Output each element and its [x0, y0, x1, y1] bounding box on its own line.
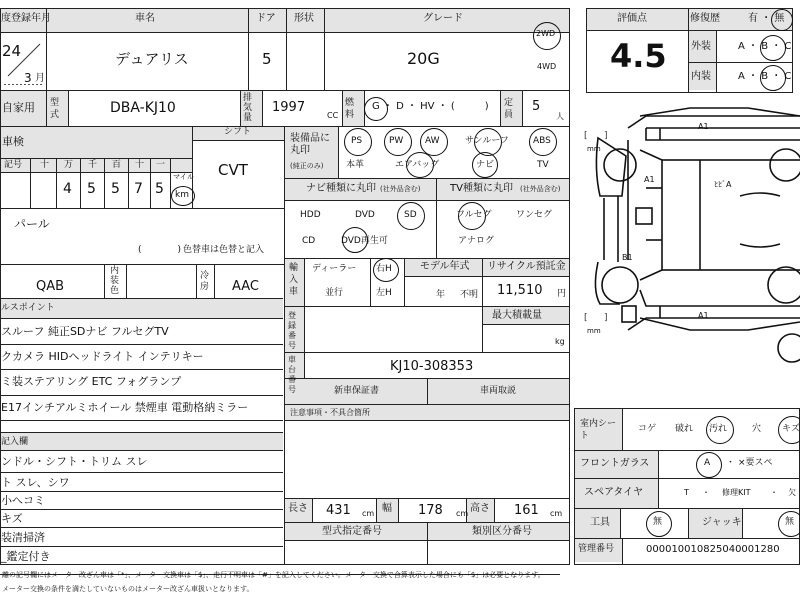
drive-2wd: 2WD — [536, 29, 556, 38]
svg-text:]: ] — [604, 313, 608, 323]
height-unit: cm — [550, 509, 563, 518]
seat-scratch: キズ — [782, 424, 800, 434]
equip-tv: TV — [537, 160, 549, 170]
tv-sub: (社外品含む) — [520, 185, 561, 193]
recycle-unit: 円 — [557, 289, 567, 299]
car-name-label: 車名 — [135, 13, 155, 24]
remark-line: _鑑定付き — [1, 550, 51, 563]
car-diagram — [595, 108, 800, 362]
grade-label: グレード — [423, 13, 463, 24]
import-right: 右H — [376, 264, 392, 274]
reg-month: 3 — [24, 71, 32, 85]
height-value: 161 — [514, 503, 539, 518]
nav-title: ナビ種類に丸印 — [306, 183, 376, 194]
mm-unit: mm — [587, 327, 601, 335]
manage-value: 000010010825040001280 — [646, 544, 780, 555]
recycle-label: リサイクル預託金 — [487, 261, 566, 272]
capacity-unit: 人 — [556, 112, 564, 121]
year-unit: 年 — [436, 290, 446, 300]
windshield-a: A — [704, 458, 711, 468]
svg-text:[: [ — [584, 131, 588, 141]
year-unknown: 不明 — [460, 290, 479, 300]
selling-point-line: E17インチアルミホイール 禁煙車 電動格納ミラー — [1, 401, 249, 414]
km-unit: km — [175, 190, 189, 200]
damage-mark: A1 — [644, 175, 655, 184]
capacity-label: 定員 — [504, 98, 514, 120]
car-name: デュアリス — [115, 50, 189, 68]
damage-mark: A1 — [698, 311, 709, 320]
interior-value: A ・ B ・ C — [738, 71, 792, 82]
import-parallel: 並行 — [325, 288, 344, 298]
model-value: DBA-KJ10 — [110, 100, 176, 116]
nav-dvd: DVD — [355, 210, 375, 220]
equip-abs: ABS — [533, 136, 551, 146]
damage-mark: ﾋﾋﾞA — [714, 180, 732, 189]
mile-unit: マイル — [173, 173, 194, 181]
tv-analog: アナログ — [458, 236, 495, 246]
footer-note-1: 離の記号欄にはメーター改ざん車は「*」、メーター交換車は「$」、走行不明車は「#」を記入してください。メーター交換で合算表示した場合にも「$」は必要となります。 — [2, 571, 545, 579]
jack-label: ジャッキ — [702, 517, 742, 528]
windshield-replace: ×要スペ — [738, 458, 773, 468]
loading-unit: kg — [555, 337, 565, 346]
equip-airbag: エアバッグ — [395, 160, 440, 170]
recycle-value: 11,510 — [497, 283, 543, 298]
score-value: 4.5 — [610, 37, 667, 75]
score-label: 評価点 — [617, 13, 647, 24]
reg-year: 24 — [2, 42, 22, 60]
ac-value: AAC — [232, 279, 259, 294]
reg-month-unit: 月 — [35, 73, 45, 84]
repair-label: 修復歴 — [690, 13, 720, 24]
category-label: 類別区分番号 — [472, 526, 532, 537]
remark-line: キズ — [1, 512, 23, 525]
repair-none-circle — [771, 9, 793, 31]
type-designation-label: 型式指定番号 — [322, 526, 382, 537]
reg-number-label: 登録番号 — [288, 311, 296, 350]
cc-unit: CC — [327, 111, 339, 120]
mile-h4: 十 — [135, 160, 145, 170]
length-label: 長さ — [288, 503, 308, 514]
seat-stain: 汚れ — [709, 424, 728, 434]
svg-text:[: [ — [584, 313, 588, 323]
mile-h2: 千 — [88, 160, 98, 170]
tv-fullseg: フルセグ — [456, 210, 492, 220]
import-dealer: ディーラー — [312, 264, 357, 274]
mile-digit: 4 — [63, 181, 72, 197]
equip-aw: AW — [425, 136, 440, 146]
equip-navi: ナビ — [476, 160, 495, 170]
mile-digit: 5 — [155, 181, 164, 197]
width-unit: cm — [456, 509, 469, 518]
interior-label: 内装 — [691, 71, 711, 82]
inspection-label: 車検 — [2, 135, 24, 148]
transmission-label: シフト — [224, 127, 252, 137]
displacement-label: 排気量 — [243, 93, 253, 123]
spare-missing: 欠 — [788, 488, 796, 497]
use-type: 自家用 — [2, 101, 35, 114]
selling-point-line: スルーフ 純正SDナビ フルセグTV — [1, 325, 169, 338]
seat-tear: 破れ — [675, 424, 694, 434]
spare-dot: ・ — [702, 488, 710, 497]
doors-value: 5 — [262, 50, 272, 68]
tv-oneseg: ワンセグ — [516, 210, 553, 220]
repair-value: 有 ・ 無 — [748, 13, 785, 24]
mm-unit: mm — [587, 145, 601, 153]
selling-point-line: クカメラ HIDヘッドライト インテリキー — [1, 350, 204, 363]
interior-b-circle — [760, 65, 786, 91]
displacement-value: 1997 — [272, 100, 306, 115]
loading-label: 最大積載量 — [492, 310, 542, 321]
chassis-value: KJ10-308353 — [390, 359, 474, 374]
tool-label: 工具 — [590, 517, 610, 528]
height-label: 高さ — [470, 503, 490, 514]
width-label: 幅 — [382, 503, 392, 514]
equip-leather: 本革 — [346, 160, 365, 170]
remarks-label: 記入欄 — [1, 437, 29, 447]
windshield-label: フロントガラス — [580, 458, 650, 469]
tv-title: TV種類に丸印 — [450, 183, 513, 194]
svg-text:]: ] — [604, 131, 608, 141]
chassis-label: 車台番号 — [288, 355, 296, 394]
spare-kit: 修理KIT — [722, 488, 751, 497]
tool-value: 無 — [653, 517, 663, 527]
nav-sd: SD — [404, 210, 417, 220]
remark-line: ト スレ、シワ — [1, 476, 70, 489]
spare-label: スペアタイヤ — [584, 487, 644, 498]
length-value: 431 — [326, 503, 351, 518]
remark-line: 小へコミ — [1, 494, 45, 507]
model-year-label: モデル年式 — [420, 261, 470, 272]
interior-color-label: 内装色 — [110, 266, 120, 296]
length-unit: cm — [362, 509, 375, 518]
mile-h3: 百 — [112, 160, 122, 170]
mile-h1: 万 — [64, 160, 74, 170]
mile-h5: 一 — [156, 160, 166, 170]
manage-label: 管理番号 — [578, 544, 615, 554]
mile-digit: 7 — [134, 181, 143, 197]
mile-digit: 5 — [111, 181, 120, 197]
exterior-label: 外装 — [691, 41, 711, 52]
warranty-label: 新車保証書 — [334, 386, 380, 396]
equipment-label: 装備品に丸印 — [290, 133, 330, 156]
damage-mark: B1 — [622, 253, 633, 262]
exterior-value: A ・ B ・ C — [738, 41, 792, 52]
exterior-b-circle — [760, 35, 786, 61]
nav-dvd-play: DVD再生可 — [341, 236, 388, 246]
model-label: 型式 — [50, 98, 60, 120]
spare-t: T — [684, 488, 689, 497]
nav-sub: (社外品含む) — [380, 185, 421, 193]
footer-note-2: メーター交換の条件を満たしていないものはメーター改ざん車扱いとなります。 — [2, 585, 254, 593]
color-paren: ( ) — [138, 245, 182, 255]
equip-sunroof: サンルーフ — [465, 136, 509, 146]
jack-value: 無 — [785, 517, 795, 527]
doors-label: ドア — [256, 13, 276, 24]
remark-line: ンドル・シフト・トリム スレ — [1, 455, 148, 468]
grade-value: 20G — [407, 49, 440, 68]
import-label: 輸入車 — [289, 263, 299, 297]
color-note: 色替車は色替と記入 — [183, 245, 265, 255]
damage-mark: A1 — [698, 122, 709, 131]
drive-4wd: 4WD — [537, 62, 557, 71]
equip-pw: PW — [389, 136, 404, 146]
manual-label: 車両取説 — [480, 386, 517, 396]
equipment-sub: (純正のみ) — [290, 162, 324, 170]
mile-digit: 5 — [87, 181, 96, 197]
fuel-options: G ・ D ・ HV ・ ( ) — [372, 101, 489, 112]
windshield-dot: ・ — [726, 458, 736, 468]
seat-burn: コゲ — [638, 424, 657, 434]
first-reg-label: 度登録年月 — [1, 13, 51, 24]
selling-point-line: ミ装ステアリング ETC フォグランプ — [1, 375, 182, 388]
interior-seat-label: 室内シート — [580, 419, 617, 441]
width-value: 178 — [418, 503, 443, 518]
notes-label: 注意事項・不具合箇所 — [290, 408, 370, 417]
remark-line: 装清掃済 — [1, 531, 45, 544]
seat-hole: 穴 — [752, 424, 762, 434]
selling-points-label: ルスポイント — [1, 303, 55, 313]
spare-dot: ・ — [770, 488, 778, 497]
transmission-value: CVT — [218, 161, 248, 179]
record-label: 記号 — [4, 160, 23, 170]
capacity-value: 5 — [532, 99, 541, 114]
shape-label: 形状 — [294, 13, 314, 24]
equip-ps: PS — [351, 136, 363, 146]
ac-label: 冷房 — [200, 271, 210, 292]
nav-cd: CD — [302, 236, 316, 246]
color-code: QAB — [36, 279, 65, 294]
fuel-label: 燃料 — [345, 98, 355, 120]
import-left: 左H — [376, 288, 392, 298]
nav-hdd: HDD — [300, 210, 321, 220]
color-value: パール — [14, 217, 50, 231]
mile-h0: 十 — [40, 160, 50, 170]
